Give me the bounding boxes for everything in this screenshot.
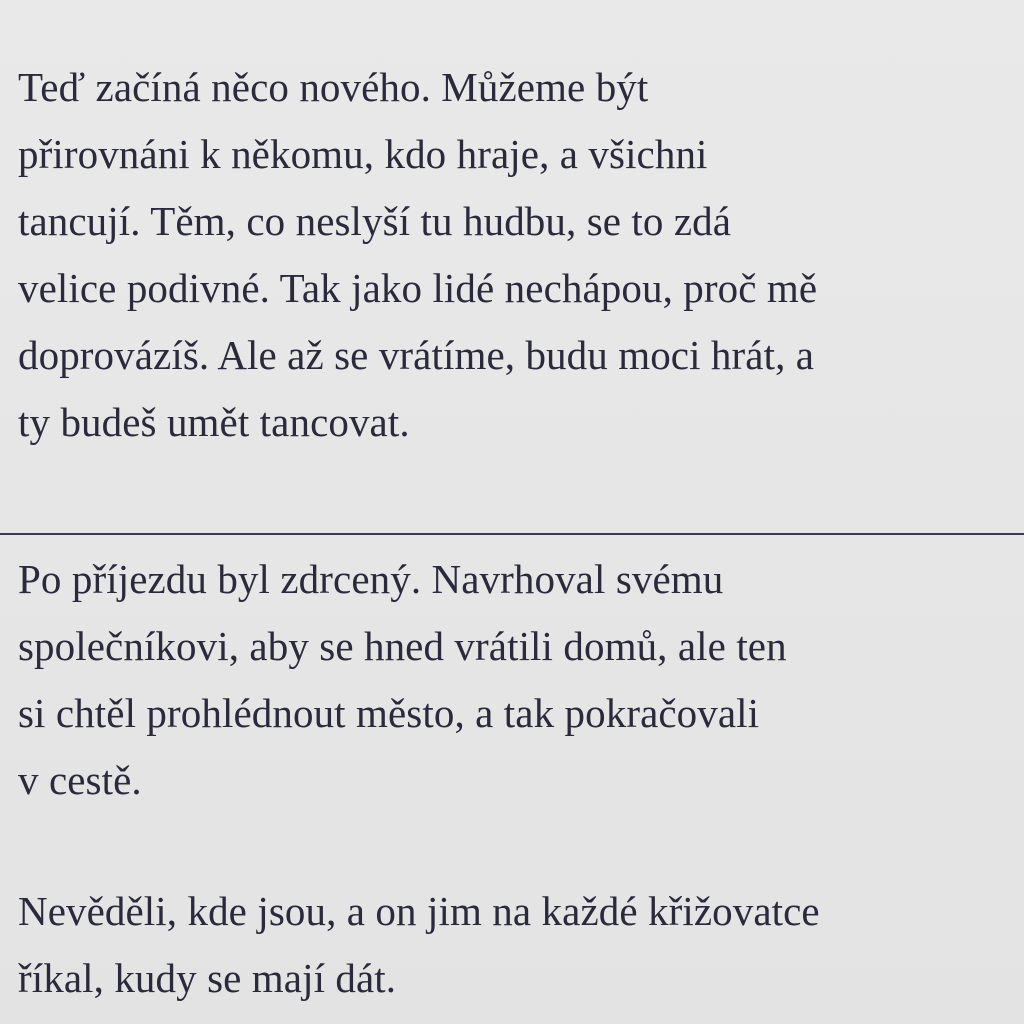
text-line: velice podivné. Tak jako lidé nechápou, proč mě [18,265,818,311]
paragraph [18,878,1018,1012]
text-line: společníkovi, aby se hned vrátili domů, ale ten [18,623,787,669]
paragraph [18,54,1018,456]
text-line: doprovázíš. Ale až se vrátíme, budu moci hrát, a [18,332,815,378]
text-line: říkal, kudy se mají dát. [18,955,397,1001]
text-line: Teď začíná něco nového. Můžeme být [18,64,649,110]
text-line: ty budeš umět tancovat. [18,399,410,445]
page-top [18,54,1018,456]
text-line: tancují. Těm, co neslyší tu hudbu, se to zdá [18,198,732,244]
paragraph [18,546,1018,814]
page-divider [0,533,1024,535]
text-line: Po příjezdu byl zdrcený. Navrhoval svému [18,556,724,602]
text-line: v cestě. [18,757,142,803]
text-line: Nevěděli, kde jsou, a on jim na každé křižovatce [18,888,820,934]
text-line: si chtěl prohlédnout město, a tak pokračovali [18,690,760,736]
text-line: přirovnáni k někomu, kdo hraje, a všichni [18,131,708,177]
page-bottom [18,546,1018,1012]
paragraph-gap [18,814,1018,878]
